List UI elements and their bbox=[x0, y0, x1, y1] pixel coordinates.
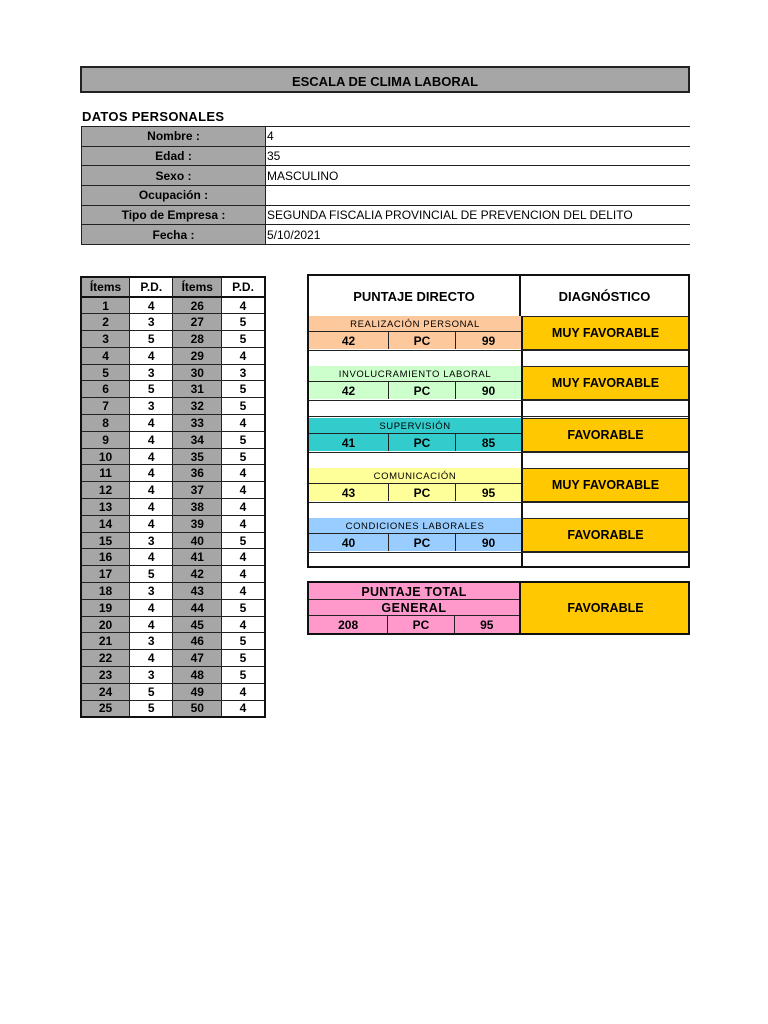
item-score: 5 bbox=[130, 700, 173, 717]
items-header-row bbox=[81, 277, 265, 297]
row-divider bbox=[309, 400, 688, 401]
item-number: 2 bbox=[81, 314, 130, 331]
total-values bbox=[309, 616, 519, 633]
item-number: 16 bbox=[81, 549, 130, 566]
item-score: 4 bbox=[222, 583, 265, 600]
total-score-block bbox=[309, 583, 521, 633]
table-row bbox=[81, 364, 265, 381]
field-row-fecha bbox=[82, 225, 691, 245]
dimension-pc-label: PC bbox=[389, 434, 456, 451]
table-row bbox=[81, 599, 265, 616]
dimension-diagnosis: MUY FAVORABLE bbox=[523, 468, 688, 502]
item-number: 29 bbox=[173, 347, 222, 364]
item-score: 4 bbox=[222, 616, 265, 633]
dimension-diagnosis: MUY FAVORABLE bbox=[523, 316, 688, 350]
direct-score-header: PUNTAJE DIRECTO bbox=[309, 276, 521, 316]
item-score: 4 bbox=[130, 616, 173, 633]
item-score: 4 bbox=[222, 700, 265, 717]
row-divider bbox=[309, 350, 688, 351]
field-value: SEGUNDA FISCALIA PROVINCIAL DE PREVENCION DEL DELITO bbox=[266, 205, 691, 225]
row-divider bbox=[309, 452, 688, 453]
item-score: 5 bbox=[222, 331, 265, 348]
total-score-label: PUNTAJE TOTAL bbox=[309, 583, 519, 600]
item-score: 4 bbox=[222, 297, 265, 314]
item-number: 15 bbox=[81, 532, 130, 549]
table-row bbox=[81, 297, 265, 314]
item-number: 18 bbox=[81, 583, 130, 600]
field-label: Edad : bbox=[82, 146, 266, 166]
items-header: Ítems bbox=[81, 277, 130, 297]
item-score: 5 bbox=[222, 650, 265, 667]
field-label: Fecha : bbox=[82, 225, 266, 245]
items-table bbox=[80, 276, 266, 718]
dimension-pc-label: PC bbox=[389, 534, 456, 551]
table-row bbox=[81, 650, 265, 667]
item-score: 3 bbox=[130, 398, 173, 415]
item-score: 4 bbox=[222, 415, 265, 432]
document-title: ESCALA DE CLIMA LABORAL bbox=[80, 66, 690, 93]
dimension-values bbox=[309, 434, 521, 451]
dimension-pc: 99 bbox=[481, 333, 496, 348]
item-score: 4 bbox=[130, 499, 173, 516]
personal-data-table bbox=[81, 126, 690, 245]
dimension-pd: 41 bbox=[309, 434, 389, 451]
field-value bbox=[266, 186, 691, 206]
table-row bbox=[81, 683, 265, 700]
field-row-sexo bbox=[82, 166, 691, 186]
item-number: 11 bbox=[81, 465, 130, 482]
item-score: 4 bbox=[222, 499, 265, 516]
row-divider bbox=[309, 552, 688, 553]
total-pc-label: PC bbox=[388, 616, 454, 633]
item-score: 4 bbox=[130, 448, 173, 465]
item-number: 4 bbox=[81, 347, 130, 364]
total-score-panel bbox=[307, 581, 690, 635]
item-score: 3 bbox=[222, 364, 265, 381]
item-number: 14 bbox=[81, 515, 130, 532]
dimension-name: CONDICIONES LABORALES bbox=[309, 518, 521, 534]
item-number: 33 bbox=[173, 415, 222, 432]
item-number: 9 bbox=[81, 431, 130, 448]
items-header: Ítems bbox=[173, 277, 222, 297]
dimension-pc: 85 bbox=[481, 435, 496, 450]
dimension-pc: 90 bbox=[481, 535, 496, 550]
dimension-block bbox=[309, 366, 521, 399]
item-number: 41 bbox=[173, 549, 222, 566]
item-number: 37 bbox=[173, 482, 222, 499]
item-score: 5 bbox=[222, 633, 265, 650]
item-score: 4 bbox=[130, 431, 173, 448]
item-score: 5 bbox=[222, 314, 265, 331]
item-score: 4 bbox=[130, 650, 173, 667]
item-number: 46 bbox=[173, 633, 222, 650]
item-score: 4 bbox=[222, 566, 265, 583]
item-number: 3 bbox=[81, 331, 130, 348]
field-row-ocupacion bbox=[82, 186, 691, 206]
field-label: Nombre : bbox=[82, 127, 266, 147]
field-value: MASCULINO bbox=[266, 166, 691, 186]
item-score: 4 bbox=[222, 515, 265, 532]
item-score: 5 bbox=[222, 398, 265, 415]
field-row-edad bbox=[82, 146, 691, 166]
dimension-block bbox=[309, 316, 521, 349]
item-number: 49 bbox=[173, 683, 222, 700]
item-number: 22 bbox=[81, 650, 130, 667]
field-value: 5/10/2021 bbox=[266, 225, 691, 245]
dimension-block bbox=[309, 468, 521, 501]
item-score: 5 bbox=[222, 667, 265, 684]
item-number: 20 bbox=[81, 616, 130, 633]
field-row-nombre bbox=[82, 127, 691, 147]
item-score: 3 bbox=[130, 532, 173, 549]
item-number: 39 bbox=[173, 515, 222, 532]
item-number: 10 bbox=[81, 448, 130, 465]
item-score: 3 bbox=[130, 364, 173, 381]
item-number: 50 bbox=[173, 700, 222, 717]
item-score: 5 bbox=[130, 566, 173, 583]
dimension-pc-label: PC bbox=[389, 382, 456, 399]
table-row bbox=[81, 314, 265, 331]
table-row bbox=[81, 549, 265, 566]
total-pd: 208 bbox=[309, 616, 388, 633]
pd-header: P.D. bbox=[130, 277, 173, 297]
item-number: 30 bbox=[173, 364, 222, 381]
field-label: Ocupación : bbox=[82, 186, 266, 206]
table-row bbox=[81, 482, 265, 499]
item-number: 42 bbox=[173, 566, 222, 583]
item-score: 4 bbox=[222, 465, 265, 482]
item-number: 7 bbox=[81, 398, 130, 415]
dimension-pd: 42 bbox=[309, 382, 389, 399]
dimension-block bbox=[309, 518, 521, 551]
dimension-values bbox=[309, 534, 521, 551]
item-score: 5 bbox=[222, 532, 265, 549]
table-row bbox=[81, 515, 265, 532]
item-number: 6 bbox=[81, 381, 130, 398]
dimension-name: SUPERVISIÓN bbox=[309, 418, 521, 434]
dimension-pc: 95 bbox=[481, 485, 496, 500]
field-label: Sexo : bbox=[82, 166, 266, 186]
dimension-block bbox=[309, 418, 521, 451]
field-label: Tipo de Empresa : bbox=[82, 205, 266, 225]
dimension-name: REALIZACIÓN PERSONAL bbox=[309, 316, 521, 332]
dimension-pd: 40 bbox=[309, 534, 389, 551]
total-diagnosis: FAVORABLE bbox=[567, 601, 644, 615]
dimension-diagnosis: FAVORABLE bbox=[523, 518, 688, 552]
dimension-diagnosis: FAVORABLE bbox=[523, 418, 688, 452]
item-score: 5 bbox=[130, 683, 173, 700]
item-score: 3 bbox=[130, 667, 173, 684]
table-row bbox=[81, 381, 265, 398]
table-row bbox=[81, 667, 265, 684]
item-number: 45 bbox=[173, 616, 222, 633]
item-number: 27 bbox=[173, 314, 222, 331]
item-score: 4 bbox=[222, 482, 265, 499]
diagnosis-header: DIAGNÓSTICO bbox=[558, 288, 651, 304]
item-score: 4 bbox=[130, 599, 173, 616]
item-score: 5 bbox=[130, 381, 173, 398]
item-score: 5 bbox=[130, 331, 173, 348]
item-score: 4 bbox=[130, 515, 173, 532]
table-row bbox=[81, 415, 265, 432]
table-row bbox=[81, 398, 265, 415]
item-number: 35 bbox=[173, 448, 222, 465]
item-score: 4 bbox=[130, 549, 173, 566]
item-number: 32 bbox=[173, 398, 222, 415]
table-row bbox=[81, 700, 265, 717]
item-number: 23 bbox=[81, 667, 130, 684]
row-divider bbox=[309, 502, 688, 503]
item-number: 8 bbox=[81, 415, 130, 432]
row-divider bbox=[309, 416, 688, 417]
item-score: 3 bbox=[130, 583, 173, 600]
dimension-pd: 43 bbox=[309, 484, 389, 501]
item-score: 4 bbox=[222, 683, 265, 700]
table-row bbox=[81, 331, 265, 348]
item-score: 3 bbox=[130, 633, 173, 650]
total-pc: 95 bbox=[480, 617, 494, 632]
item-number: 40 bbox=[173, 532, 222, 549]
table-row bbox=[81, 616, 265, 633]
item-score: 3 bbox=[130, 314, 173, 331]
item-number: 38 bbox=[173, 499, 222, 516]
score-panel bbox=[307, 274, 690, 568]
table-row bbox=[81, 633, 265, 650]
item-score: 5 bbox=[222, 381, 265, 398]
items-body bbox=[81, 297, 265, 717]
table-row bbox=[81, 448, 265, 465]
item-number: 25 bbox=[81, 700, 130, 717]
table-row bbox=[81, 465, 265, 482]
table-row bbox=[81, 431, 265, 448]
table-row bbox=[81, 347, 265, 364]
item-score: 4 bbox=[130, 465, 173, 482]
item-number: 24 bbox=[81, 683, 130, 700]
item-number: 47 bbox=[173, 650, 222, 667]
dimension-pd: 42 bbox=[309, 332, 389, 349]
dimension-pc-label: PC bbox=[389, 332, 456, 349]
item-number: 44 bbox=[173, 599, 222, 616]
item-number: 19 bbox=[81, 599, 130, 616]
item-number: 28 bbox=[173, 331, 222, 348]
personal-data-heading: DATOS PERSONALES bbox=[82, 109, 225, 124]
item-score: 4 bbox=[130, 415, 173, 432]
dimension-values bbox=[309, 332, 521, 349]
item-number: 26 bbox=[173, 297, 222, 314]
item-number: 12 bbox=[81, 482, 130, 499]
item-score: 4 bbox=[222, 347, 265, 364]
item-number: 17 bbox=[81, 566, 130, 583]
item-number: 48 bbox=[173, 667, 222, 684]
general-label: GENERAL bbox=[309, 600, 519, 616]
pd-header: P.D. bbox=[222, 277, 265, 297]
dimension-pc-label: PC bbox=[389, 484, 456, 501]
item-score: 5 bbox=[222, 599, 265, 616]
item-number: 34 bbox=[173, 431, 222, 448]
dimension-name: INVOLUCRAMIENTO LABORAL bbox=[309, 366, 521, 382]
dimension-values bbox=[309, 382, 521, 399]
item-number: 36 bbox=[173, 465, 222, 482]
table-row bbox=[81, 566, 265, 583]
item-score: 4 bbox=[222, 549, 265, 566]
dimension-name: COMUNICACIÓN bbox=[309, 468, 521, 484]
item-score: 4 bbox=[130, 297, 173, 314]
field-value: 4 bbox=[266, 127, 691, 147]
item-number: 31 bbox=[173, 381, 222, 398]
item-number: 1 bbox=[81, 297, 130, 314]
item-number: 43 bbox=[173, 583, 222, 600]
field-row-tipo-empresa bbox=[82, 205, 691, 225]
item-number: 21 bbox=[81, 633, 130, 650]
item-score: 5 bbox=[222, 448, 265, 465]
dimension-pc: 90 bbox=[481, 383, 496, 398]
dimension-values bbox=[309, 484, 521, 501]
table-row bbox=[81, 532, 265, 549]
dimension-diagnosis: MUY FAVORABLE bbox=[523, 366, 688, 400]
table-row bbox=[81, 583, 265, 600]
field-value: 35 bbox=[266, 146, 691, 166]
item-score: 4 bbox=[130, 347, 173, 364]
item-number: 13 bbox=[81, 499, 130, 516]
table-row bbox=[81, 499, 265, 516]
item-number: 5 bbox=[81, 364, 130, 381]
item-score: 5 bbox=[222, 431, 265, 448]
item-score: 4 bbox=[130, 482, 173, 499]
